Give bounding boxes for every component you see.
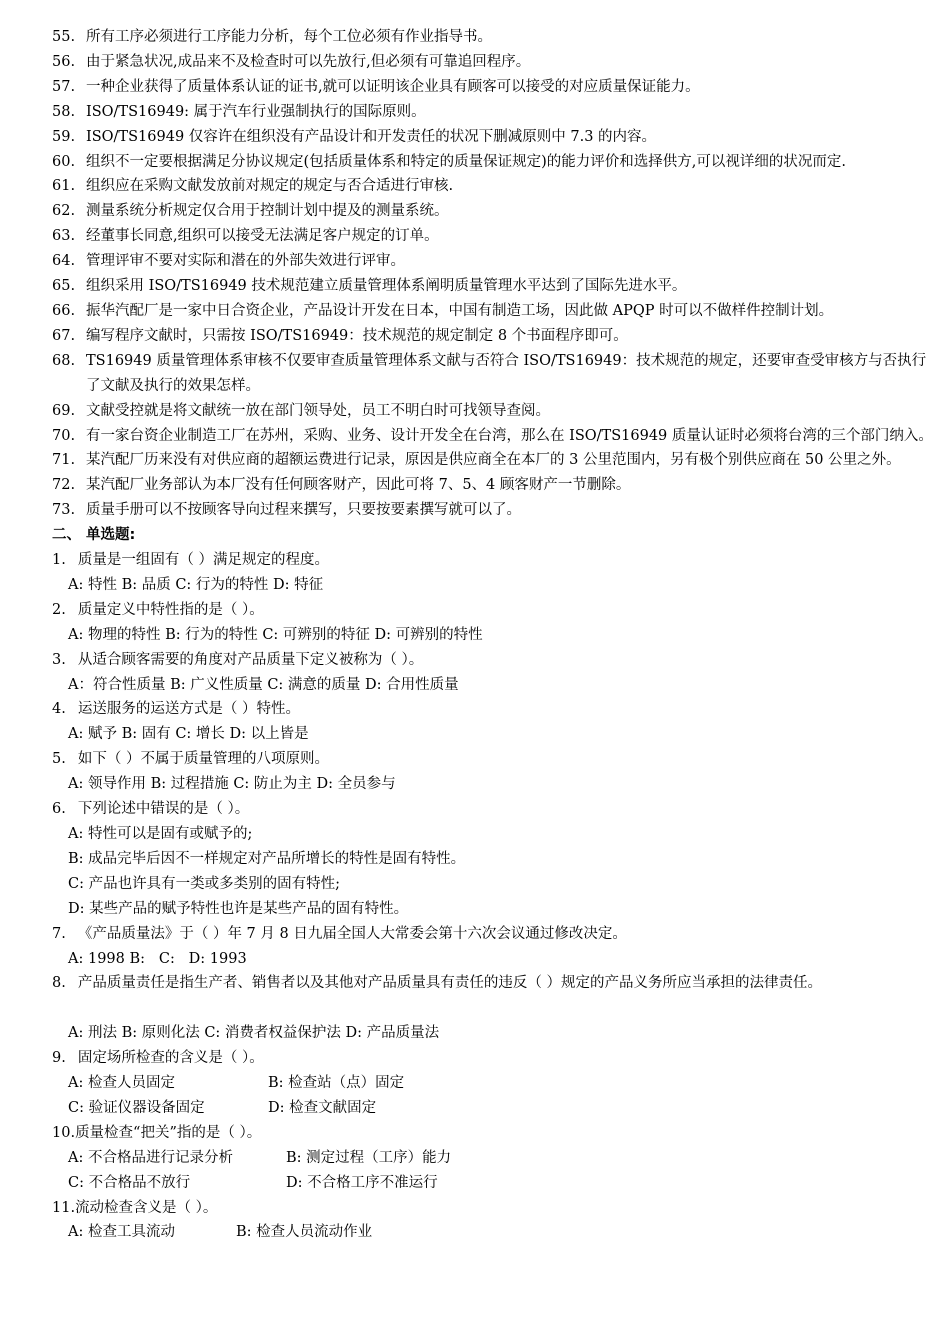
q9-option-a: A: 检查人员固定 <box>68 1075 175 1092</box>
statement-text: 某汽配厂业务部认为本厂没有任何顾客财产，因此可将 7、5、4 顾客财产一节删除。 <box>86 477 631 494</box>
statement-number: 61. <box>52 178 76 195</box>
statement-item <box>52 399 940 424</box>
statement-text: 一种企业获得了质量体系认证的证书,就可以证明该企业具有顾客可以接受的对应质量保证能力。 <box>86 78 700 95</box>
statement-text: 组织应在采购文献发放前对规定的规定与否合适进行审核. <box>86 178 454 195</box>
question-text: 固定场所检查的含义是（ ）。 <box>77 1050 264 1067</box>
question-number: 6. <box>52 801 66 818</box>
statement-number: 69. <box>52 402 76 419</box>
question-text: 质量定义中特性指的是（ ）。 <box>77 601 264 618</box>
statement-number: 63. <box>52 228 76 245</box>
statement-item <box>52 448 940 473</box>
statement-number: 64. <box>52 253 76 270</box>
statement-text: 质量手册可以不按顾客导向过程来撰写，只要按要素撰写就可以了。 <box>86 502 521 519</box>
q10-options <box>52 1146 940 1196</box>
statement-text: 某汽配厂历来没有对供应商的超额运费进行记录，原因是供应商全在本厂的 3 公里范围内，另有极个别供应商在 50 公里之外。 <box>86 452 901 469</box>
true-false-statements <box>52 25 940 523</box>
question-options: A: 赋予 B: 固有 C: 增长 D: 以上皆是 <box>68 726 309 743</box>
content-block <box>52 25 940 1245</box>
statement-text: 文献受控就是将文献统一放在部门领导处，员工不明白时可找领导查阅。 <box>86 402 550 419</box>
statement-text: 经董事长同意,组织可以接受无法满足客户规定的订单。 <box>86 228 439 245</box>
question-text: 如下（ ）不属于质量管理的八项原则。 <box>77 751 329 768</box>
statement-text: TS16949 质量管理体系审核不仅要审查质量管理体系文献与否符合 ISO/TS16949：技术规范的规定，还要审查受审核方与否执行了文献及执行的效果怎样。 <box>86 352 927 394</box>
statement-number: 72. <box>52 477 76 494</box>
statement-item <box>52 75 940 100</box>
question-number: 8. <box>52 975 66 992</box>
q8-options: A: 刑法 B: 原则化法 C: 消费者权益保护法 D: 产品质量法 <box>68 1025 440 1042</box>
statement-item <box>52 299 940 324</box>
q9-option-c: C: 验证仪器设备固定 <box>68 1099 205 1116</box>
question-item <box>52 648 940 673</box>
question-number: 2. <box>52 601 66 618</box>
statement-item <box>52 199 940 224</box>
statement-number: 62. <box>52 203 76 220</box>
question-9 <box>52 1046 940 1071</box>
question-number: 4. <box>52 701 66 718</box>
statement-item <box>52 50 940 75</box>
statement-item <box>52 224 940 249</box>
q10-option-d: D: 不合格工序不准运行 <box>286 1174 438 1191</box>
question-text: 质量是一组固有（ ）满足规定的程度。 <box>77 552 329 569</box>
statement-item <box>52 498 940 523</box>
q11-option-b: B: 检查人员流动作业 <box>236 1224 373 1241</box>
statement-item <box>52 25 940 50</box>
statement-text: 管理评审不要对实际和潜在的外部失效进行评审。 <box>86 253 405 270</box>
question-options: A: 物理的特性 B: 行为的特性 C: 可辨别的特征 D: 可辨别的特性 <box>68 626 483 643</box>
statement-item <box>52 424 940 449</box>
question-7 <box>52 922 940 947</box>
question-text: 《产品质量法》于（ ）年 7 月 8 日九届全国人大常委会第十六次会议通过修改决定。 <box>77 925 627 942</box>
q10-option-c: C: 不合格品不放行 <box>68 1174 191 1191</box>
statement-number: 68. <box>52 352 76 369</box>
q6-option-c: C: 产品也许具有一类或多类别的固有特性; <box>68 875 340 892</box>
question-number: 5. <box>52 751 66 768</box>
statement-text: 测量系统分析规定仅合用于控制计划中提及的测量系统。 <box>86 203 449 220</box>
question-number: 11. <box>52 1199 76 1216</box>
q6-option-b: B: 成品完毕后因不一样规定对产品所增长的特性是固有特性。 <box>68 850 466 867</box>
statement-text: 振华汽配厂是一家中日合资企业，产品设计开发在日本，中国有制造工场，因此做 APQP 时可以不做样件控制计划。 <box>86 302 834 319</box>
question-8 <box>52 971 940 996</box>
statement-number: 59. <box>52 128 76 145</box>
statement-item <box>52 324 940 349</box>
statement-text: 所有工序必须进行工序能力分析，每个工位必须有作业指导书。 <box>86 29 492 45</box>
statement-number: 60. <box>52 153 76 170</box>
statement-number: 57. <box>52 78 76 95</box>
q11-option-a: A: 检查工具流动 <box>68 1224 175 1241</box>
blank-line <box>52 996 940 1021</box>
question-number: 10. <box>52 1124 76 1141</box>
statement-item <box>52 349 940 399</box>
section-heading: 二、 单选题: <box>52 527 136 544</box>
question-6 <box>52 797 940 822</box>
question-number: 1. <box>52 552 66 569</box>
q6-option-a: A: 特性可以是固有或赋予的; <box>68 826 253 842</box>
question-10 <box>52 1121 940 1146</box>
statement-text: 由于紧急状况,成品来不及检查时可以先放行,但必须有可靠追回程序。 <box>86 53 531 70</box>
question-options: A: 特性 B: 品质 C: 行为的特性 D: 特征 <box>68 576 324 593</box>
q9-options <box>52 1071 940 1121</box>
question-text: 下列论述中错误的是（ ）。 <box>77 801 250 818</box>
statement-text: 有一家台资企业制造工厂在苏州，采购、业务、设计开发全在台湾，那么在 ISO/TS16949 质量认证时必须将台湾的三个部门纳入。 <box>86 427 933 444</box>
statement-text: 组织采用 ISO/TS16949 技术规范建立质量管理体系阐明质量管理水平达到了国际先进水平。 <box>86 278 687 295</box>
q7-options: A: 1998 B: C: D: 1993 <box>68 950 247 967</box>
question-11 <box>52 1196 940 1221</box>
question-text: 质量检查“把关”指的是（ ）。 <box>75 1124 262 1141</box>
statement-text: ISO/TS16949 仅容许在组织没有产品设计和开发责任的状况下删减原则中 7.3 的内容。 <box>86 128 657 145</box>
question-item <box>52 697 940 722</box>
statement-number: 55. <box>52 29 76 45</box>
statement-number: 66. <box>52 302 76 319</box>
q9-option-d: D: 检查文献固定 <box>268 1099 377 1116</box>
statement-item <box>52 249 940 274</box>
statement-number: 71. <box>52 452 76 469</box>
statement-text: 编写程序文献时，只需按 ISO/TS16949：技术规范的规定制定 8 个书面程序即可。 <box>86 327 628 344</box>
statement-text: ISO/TS16949: 属于汽车行业强制执行的国际原则。 <box>86 103 426 120</box>
question-number: 9. <box>52 1050 66 1067</box>
question-text: 产品质量责任是指生产者、销售者以及其他对产品质量具有责任的违反（ ）规定的产品义务所应当承担的法律责任。 <box>77 975 822 992</box>
statement-number: 56. <box>52 53 76 70</box>
statement-number: 67. <box>52 327 76 344</box>
question-item <box>52 598 940 623</box>
q9-option-b: B: 检查站（点）固定 <box>268 1075 405 1092</box>
statement-number: 70. <box>52 427 76 444</box>
statement-number: 58. <box>52 103 76 120</box>
question-text: 流动检查含义是（ ）。 <box>75 1199 218 1216</box>
statement-item <box>52 174 940 199</box>
q6-option-d: D: 某些产品的赋予特性也许是某些产品的固有特性。 <box>68 900 409 917</box>
q10-option-a: A: 不合格品进行记录分析 <box>68 1149 233 1166</box>
statement-item <box>52 100 940 125</box>
question-number: 7. <box>52 925 66 942</box>
statement-item <box>52 473 940 498</box>
question-item <box>52 747 940 772</box>
statement-item <box>52 125 940 150</box>
statement-number: 65. <box>52 278 76 295</box>
statement-item <box>52 274 940 299</box>
question-number: 3. <box>52 651 66 668</box>
q10-option-b: B: 测定过程（工序）能力 <box>286 1149 452 1166</box>
q11-options <box>52 1220 940 1245</box>
question-options: A：符合性质量 B: 广义性质量 C: 满意的质量 D: 合用性质量 <box>68 676 459 693</box>
single-choice-questions <box>52 548 940 797</box>
statement-number: 73. <box>52 502 76 519</box>
question-text: 运送服务的运送方式是（ ）特性。 <box>77 701 300 718</box>
statement-item <box>52 150 940 175</box>
question-text: 从适合顾客需要的角度对产品质量下定义被称为（ ）。 <box>77 651 424 668</box>
question-item <box>52 548 940 573</box>
question-options: A: 领导作用 B: 过程措施 C: 防止为主 D: 全员参与 <box>68 776 396 793</box>
statement-text: 组织不一定要根据满足分协议规定(包括质量体系和特定的质量保证规定)的能力评价和选择供方,可以视详细的状况而定. <box>86 153 847 170</box>
